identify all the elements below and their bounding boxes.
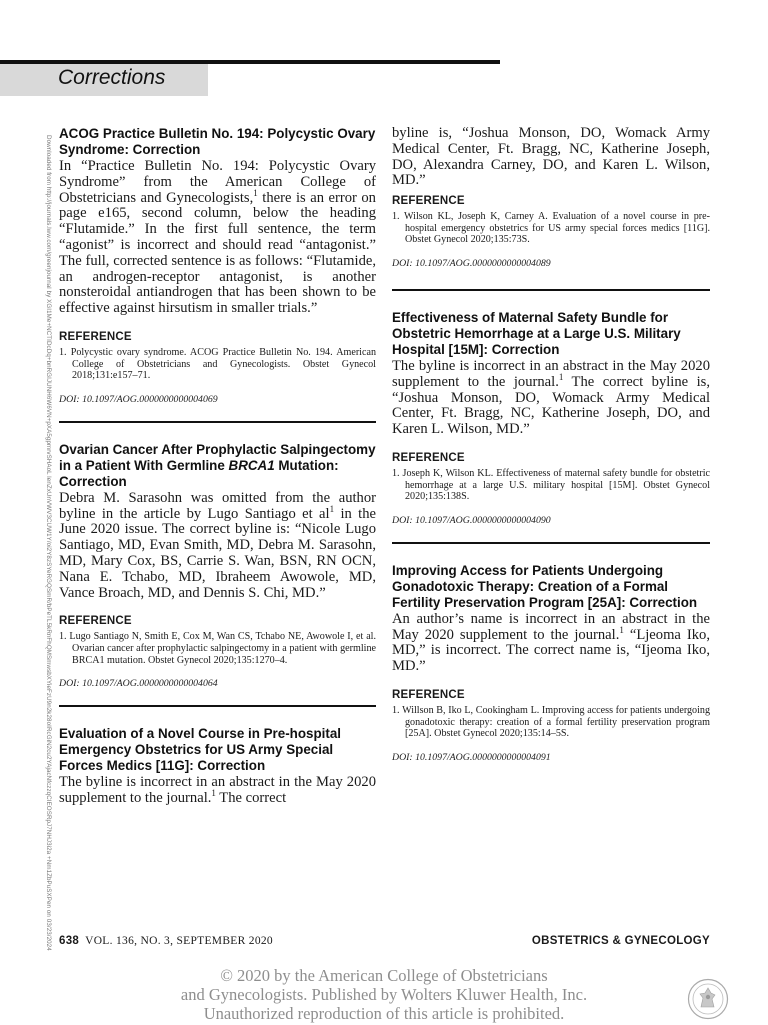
article-fertility-preservation: [392, 563, 710, 763]
doi: DOI: 10.1097/AOG.0000000000004069: [59, 393, 218, 405]
article-body: The byline is incorrect in an abstract in the May 2020 supplement to the journal.$^1$ The correct: [59, 774, 376, 806]
reference-heading: REFERENCE: [392, 195, 465, 208]
article-divider: [59, 705, 376, 707]
copyright-line: © 2020 by the American College of Obstetricians: [220, 966, 548, 985]
article-body: byline is, “Joshua Monson, DO, Womack Army Medical Center, Ft. Bragg, NC, Katherine Joseph, DO, Alexandra Carney, DO, and Karen L. Wilson, MD.”: [392, 125, 710, 189]
article-body: Debra M. Sarasohn was omitted from the author byline in the article by Lugo Santiago et $al^1$ in the June 2020 issue. The correct byline is: “Nicole Lugo Santiago, MD, Evan Smith, MD, Debra M. Sarasohn, MD, Mary Cox, BS, Carrie S. Wan, BSN, RN OCN, Nana E. Tchabo, MD, Ibraheem Awowole, MD, Vance Broach, MD, and Dennis S. Chi, MD.”: [59, 489, 376, 601]
article-title: Improving Access for Patients Undergoing Gonadotoxic Therapy: Creation of a Formal Fertility Preservation Program [25A]: Correction: [392, 562, 698, 610]
section-header: [0, 64, 208, 96]
copyright-line: and Gynecologists. Published by Wolters Kluwer Health, Inc.: [180, 985, 588, 1004]
article-title: Ovarian Cancer After Prophylactic Salpingectomy in a Patient With Germline BRCA1 Mutation: Correction: [59, 441, 376, 489]
article-maternal-safety: [392, 310, 710, 526]
reference-heading: REFERENCE: [392, 688, 465, 701]
copyright-notice: [0, 966, 768, 1023]
article-divider: [392, 289, 710, 291]
article-divider: [392, 542, 710, 544]
article-title: Evaluation of a Novel Course in Pre-hospital Emergency Obstetrics for US Army Special Forces Medics [11G]: Correction: [59, 726, 342, 774]
footer-issue-info: [59, 935, 273, 947]
article-title: Effectiveness of Maternal Safety Bundle for Obstetric Hemorrhage at a Large U.S. Military Hospital [15M]: Correction: [392, 309, 681, 357]
reference-item: 1. Polycystic ovary syndrome. ACOG Practice Bulletin No. 194. American College of Obstetricians and Gynecologists. Obstet Gynecol 2018;131:e157–71.: [59, 346, 376, 382]
reference-item: 1. Joseph K, Wilson KL. Effectiveness of maternal safety bundle for obstetric hemorrhage at a large U.S. military hospital [15M]. Obstet Gynecol 2020;135:138S.: [392, 467, 710, 503]
download-watermark: [40, 135, 54, 951]
article-ovarian-cancer: [59, 442, 376, 689]
article-title: ACOG Practice Bulletin No. 194: Polycystic Ovary Syndrome: Correction: [59, 126, 376, 157]
doi: DOI: 10.1097/AOG.0000000000004090: [392, 514, 551, 526]
reference-item: 1. Wilson KL, Joseph K, Carney A. Evaluation of a novel course in pre-hospital emergency obstetrics for US army special forces medics [11G]. Obstet Gynecol 2020;135:73S.: [392, 211, 710, 246]
article-prehospital-course: [59, 726, 376, 807]
reference-heading: REFERENCE: [59, 330, 132, 343]
article-body: In “Practice Bulletin No. 194: Polycystic Ovary Syndrome” from the American College of Obstetricians and Gynecologists,$^1$ there is an error on page e165, second column, below the heading “Flutamide.” In the first full sentence, the term “agonist” is incorrect and should read “antagonist.” The full, corrected sentence is as follows: “Flutamide, an androgen-receptor antagonist, is another nonsteroidal antiandrogen that has been shown to be effective against hirsutism in smaller trials.”: [59, 158, 376, 317]
reference-item: 1. Willson B, Iko L, Cookingham L. Improving access for patients undergoing gonadotoxic therapy: creation of a formal fertility preservation program [25A]. Obstet Gynecol 2020;135:14–5S.: [392, 704, 710, 740]
reference-heading: REFERENCE: [59, 615, 132, 628]
article-divider: [59, 421, 376, 423]
copyright-line: Unauthorized reproduction of this article is prohibited.: [203, 1004, 565, 1023]
volume-info: VOL. 136, NO. 3, SEPTEMBER 2020: [85, 935, 273, 947]
doi: DOI: 10.1097/AOG.0000000000004064: [59, 678, 218, 690]
left-column: [59, 126, 376, 807]
download-note-text: Downloaded from http://journals.lww.com/greenjournal by XGI1Me+NCTIDcDq+bnRGIJUNH6W6VN+pXA5gpmrvSHAoL lenZxUnVWV3CUW1Y/oi2Y8zSYeRGQSmR/bPeTL5kRnFhQMSmwsbXYieFzU9n2k28oIRcGiN2cu2YAjacNfczzqCIEOSRpJ7NHJ3i2a +Nm1ZbPuSXPen on 03/23/2024: [45, 135, 52, 951]
article-pcos: [59, 126, 376, 405]
article-body: The byline is incorrect in an abstract in the May 2020 supplement to the journal.$^1$ The correct byline is, “Joshua Monson, DO, Womack Army Medical Center, Ft. Bragg, NC, Katherine Joseph, DO, and Karen L. Wilson, MD.”: [392, 357, 710, 438]
reference-item: 1. Lugo Santiago N, Smith E, Cox M, Wan CS, Tchabo NE, Awowole I, et al. Ovarian cancer after prophylactic salpingectomy in a patient with germline BRCA1 mutation. Obstet Gynecol 2020;135:1270–4.: [59, 631, 376, 666]
journal-name: OBSTETRICS & GYNECOLOGY: [531, 935, 710, 947]
doi: DOI: 10.1097/AOG.0000000000004089: [392, 257, 551, 269]
article-prehospital-course-continued: [392, 126, 710, 269]
right-column: [392, 126, 710, 763]
article-body: An author’s name is incorrect in an abstract in the May 2020 supplement to the journal.$^1$ “Ljeoma Iko, MD,” is incorrect. The correct name is, “Ijeoma Iko, MD.”: [392, 610, 710, 675]
reference-heading: REFERENCE: [392, 451, 465, 464]
doi: DOI: 10.1097/AOG.0000000000004091: [392, 751, 551, 763]
page-number: 638: [59, 935, 80, 947]
acog-seal-icon: [687, 978, 729, 1020]
section-label: Corrections: [58, 66, 166, 89]
